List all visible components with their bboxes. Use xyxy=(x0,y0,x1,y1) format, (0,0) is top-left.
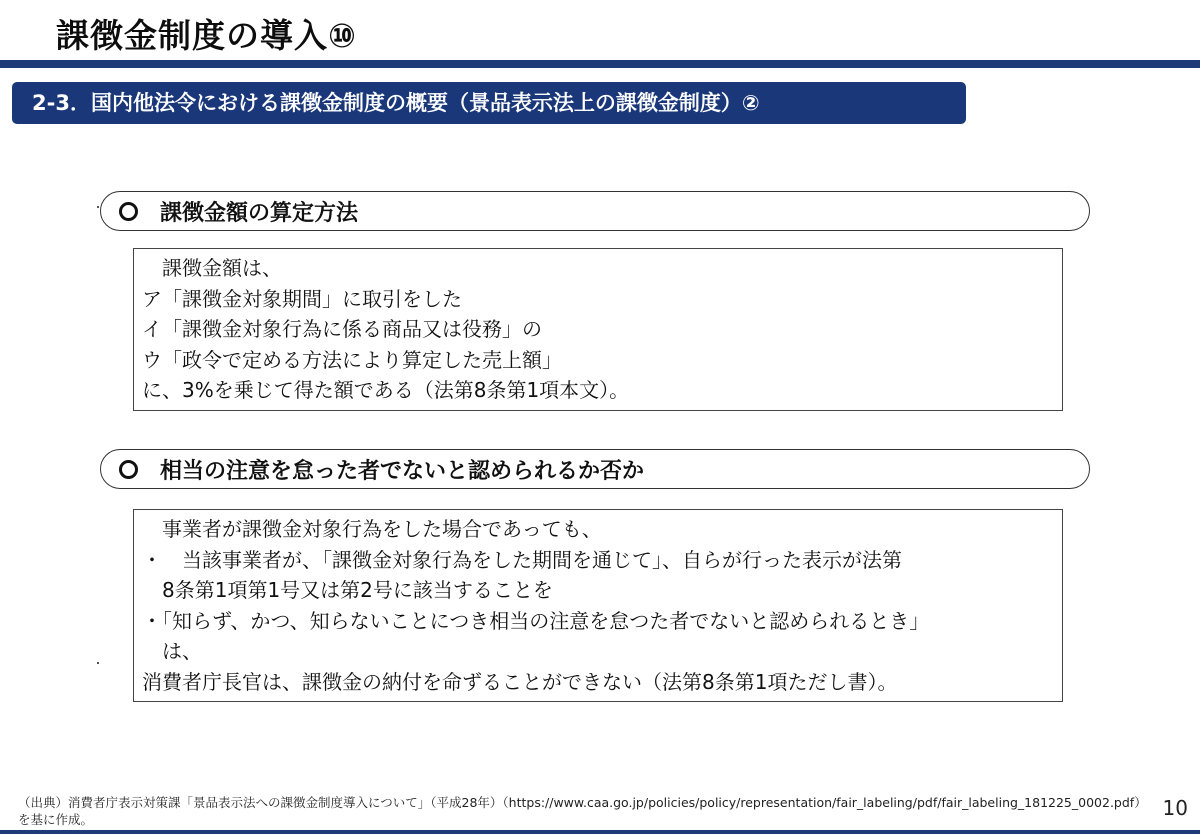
calculation-method-label: 課徴金額の算定方法 xyxy=(160,200,359,226)
due-care-line: ・「知らず、かつ、知らないことにつき相当の注意を怠つた者でないと認められるとき」 xyxy=(142,608,930,633)
due-care-line: ・ 当該事業者が、「課徴金対象行為をした期間を通じて」、自らが行った表示が法第 xyxy=(142,547,902,572)
calc-line: イ「課徴金対象行為に係る商品又は役務」の xyxy=(142,317,542,341)
calculation-method-heading xyxy=(100,191,1090,231)
due-care-line: 事業者が課徴金対象行為をした場合であっても、 xyxy=(142,517,602,541)
source-citation: （出典）消費者庁表示対策課「景品表示法への課徴金制度導入について」（平成28年）（https://www.caa.go.jp/policies/policy/representation/fair_labeling/pdf/fair_labeling_181225_0002.pdf）を基に作成。 xyxy=(18,795,1147,827)
page-number: 10 xyxy=(1162,796,1188,820)
due-care-line: は、 xyxy=(142,639,202,663)
stray-mark xyxy=(97,662,99,664)
bottom-divider xyxy=(0,830,1200,834)
due-care-label: 相当の注意を怠った者でないと認められるか否か xyxy=(160,458,645,484)
circle-bullet-icon xyxy=(119,460,138,479)
due-care-line: 8条第1項第1号又は第2号に該当することを xyxy=(142,578,553,602)
page-title: 課徴金制度の導入⑩ xyxy=(56,16,357,55)
due-care-heading xyxy=(100,449,1090,489)
calculation-method-box xyxy=(133,248,1063,411)
due-care-box xyxy=(133,509,1063,702)
calc-line: ウ「政令で定める方法により算定した売上額」 xyxy=(142,347,562,372)
calc-line: 課徴金額は、 xyxy=(142,256,282,280)
stray-mark xyxy=(97,206,99,208)
calc-line: に、3%を乗じて得た額である（法第8条第1項本文）。 xyxy=(142,378,630,402)
calc-line: ア「課徴金対象期間」に取引をした xyxy=(142,286,462,311)
section-heading-bar: 2-3．国内他法令における課徴金制度の概要（景品表示法上の課徴金制度）② xyxy=(12,82,966,124)
title-divider xyxy=(0,60,1200,68)
circle-bullet-icon xyxy=(119,202,138,221)
due-care-line: 消費者庁長官は、課徴金の納付を命ずることができない（法第8条第1項ただし書）。 xyxy=(142,669,898,694)
